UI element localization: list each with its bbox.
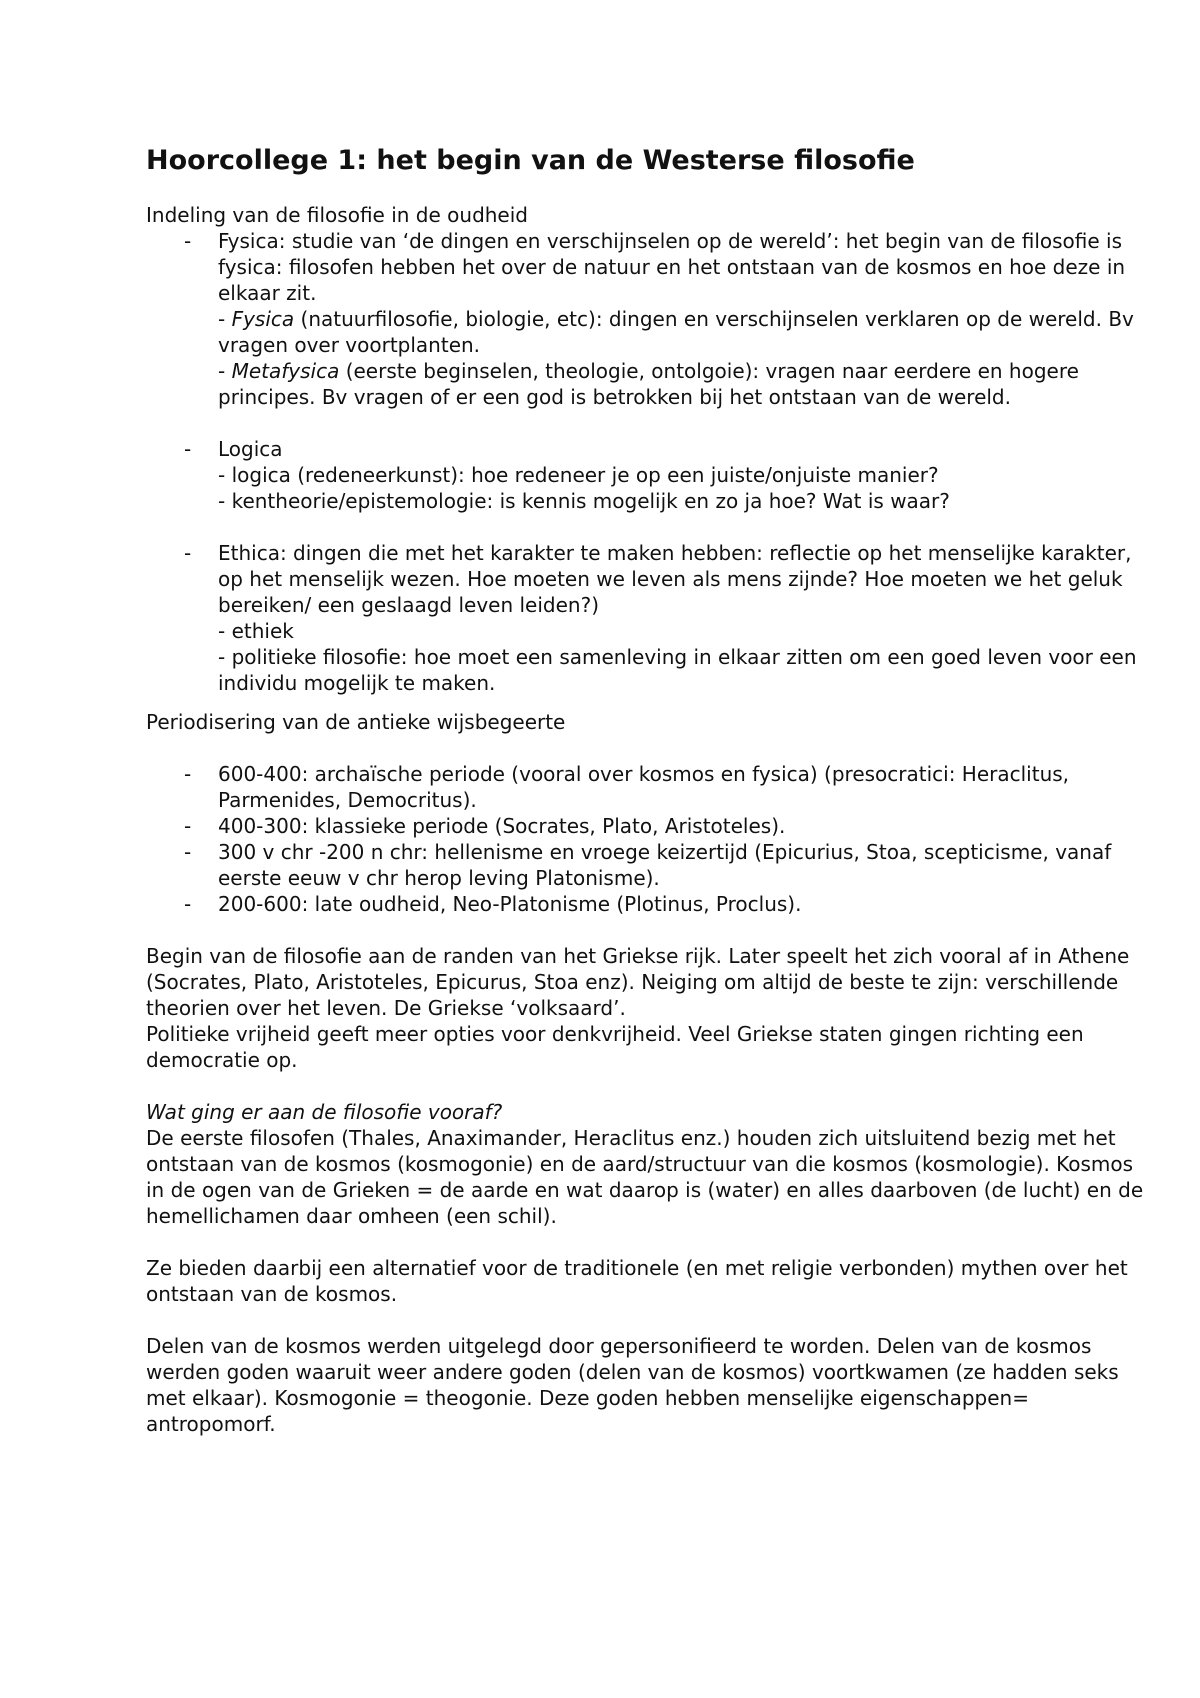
document-title: Hoorcollege 1: het begin van de Westerse filosofie [146, 145, 915, 176]
ethica-main: Ethica: dingen die met het karakter te maken hebben: reflectie op het menselijke karakter, op het menselijk wezen. Hoe moeten we leven als mens zijnde? Hoe moeten we het geluk bereiken/ een geslaagd leven leiden?) [218, 541, 1132, 617]
section-heading-periodisering: Periodisering van de antieke wijsbegeerte [146, 710, 566, 734]
period-text: 300 v chr -200 n chr: hellenisme en vroege keizertijd (Epicurius, Stoa, scepticisme, vanaf eerste eeuw v chr herop leving Platonisme). [218, 840, 1112, 890]
period-text: 400-300: klassieke periode (Socrates, Plato, Aristoteles). [218, 814, 786, 838]
question-heading [146, 1099, 1146, 1125]
period-text: 600-400: archaïsche periode (vooral over kosmos en fysica) (presocratici: Heraclitus, Parmenides, Democritus). [218, 762, 1070, 812]
list-item-ethica [146, 540, 1146, 696]
list-item [146, 839, 1146, 891]
term-metafysica: Metafysica [231, 359, 340, 383]
paragraph-alternatief: Ze bieden daarbij een alternatief voor de traditionele (en met religie verbonden) mythen over het ontstaan van de kosmos. [146, 1256, 1128, 1306]
dash-bullet: - [184, 762, 192, 786]
dash-bullet: - [184, 892, 192, 916]
dash-bullet: - [184, 840, 192, 864]
fysica-sub-fysica [218, 306, 1146, 358]
period-text: 200-600: late oudheid, Neo-Platonisme (Plotinus, Proclus). [218, 892, 802, 916]
logica-sub-kentheorie: - kentheorie/epistemologie: is kennis mogelijk en zo ja hoe? Wat is waar? [218, 489, 950, 513]
ethica-sub-politiek: - politieke filosofie: hoe moet een samenleving in elkaar zitten om een goed leven voor een individu mogelijk te maken. [218, 645, 1137, 695]
list-item-fysica [146, 228, 1146, 410]
logica-main: Logica [218, 437, 283, 461]
dash-bullet: - [184, 437, 192, 461]
dash-bullet: - [184, 541, 192, 565]
dash-bullet: - [184, 814, 192, 838]
fysica-main: Fysica: studie van ‘de dingen en verschijnselen op de wereld’: het begin van de filosofie is fysica: filosofen hebben het over de natuur en het ontstaan van de kosmos en hoe deze in elkaar zit. [218, 229, 1126, 305]
ethica-sub-ethiek: - ethiek [218, 619, 294, 643]
term-fysica: Fysica [231, 307, 295, 331]
logica-sub-redeneerkunst: - logica (redeneerkunst): hoe redeneer je op een juiste/onjuiste manier? [218, 463, 939, 487]
list-item-logica [146, 436, 1146, 514]
paragraph-eerste-filosofen: De eerste filosofen (Thales, Anaximander, Heraclitus enz.) houden zich uitsluitend bezig met het ontstaan van de kosmos (kosmogonie) en de aard/structuur van die kosmos (kosmologie). Kosmos in de ogen van de Grieken = de aarde en wat daarop is (water) en alles daarboven (de lucht) en de hemellichamen daar omheen (een schil). [146, 1126, 1144, 1228]
paragraph-begin: Begin van de filosofie aan de randen van het Griekse rijk. Later speelt het zich vooral af in Athene (Socrates, Plato, Aristoteles, Epicurus, Stoa enz). Neiging om altijd de beste te zijn: verschillende theorien over het leven. De Griekse ‘volksaard’. [146, 944, 1130, 1020]
ethica-list [146, 540, 1146, 696]
list-item [146, 891, 1146, 917]
list-item [146, 761, 1146, 813]
metafysica-sub-text: (eerste beginselen, theologie, ontolgoie): vragen naar eerdere en hogere principes. Bv vragen of er een god is betrokken bij het ontstaan van de wereld. [218, 359, 1079, 409]
paragraph-politieke-vrijheid: Politieke vrijheid geeft meer opties voor denkvrijheid. Veel Griekse staten gingen richting een democratie op. [146, 1022, 1084, 1072]
sub-prefix: - [218, 359, 232, 383]
indeling-list [146, 228, 1146, 410]
fysica-sub-metafysica [218, 358, 1146, 410]
sub-prefix: - [218, 307, 232, 331]
section-heading-indeling: Indeling van de filosofie in de oudheid [146, 203, 528, 227]
paragraph-delen-kosmos: Delen van de kosmos werden uitgelegd door gepersonifieerd te worden. Delen van de kosmos werden goden waaruit weer andere goden (delen van de kosmos) voortkwamen (ze hadden seks met elkaar). Kosmogonie = theogonie. Deze goden hebben menselijke eigenschappen= antropomorf. [146, 1334, 1119, 1436]
dash-bullet: - [184, 229, 192, 253]
periodisering-list [146, 761, 1146, 917]
document-body [146, 202, 1146, 1437]
logica-list [146, 436, 1146, 514]
question-heading-text: Wat ging er aan de filosofie vooraf? [146, 1100, 503, 1124]
fysica-sub-text: (natuurfilosofie, biologie, etc): dingen en verschijnselen verklaren op de wereld. Bv vragen over voortplanten. [218, 307, 1134, 357]
list-item [146, 813, 1146, 839]
